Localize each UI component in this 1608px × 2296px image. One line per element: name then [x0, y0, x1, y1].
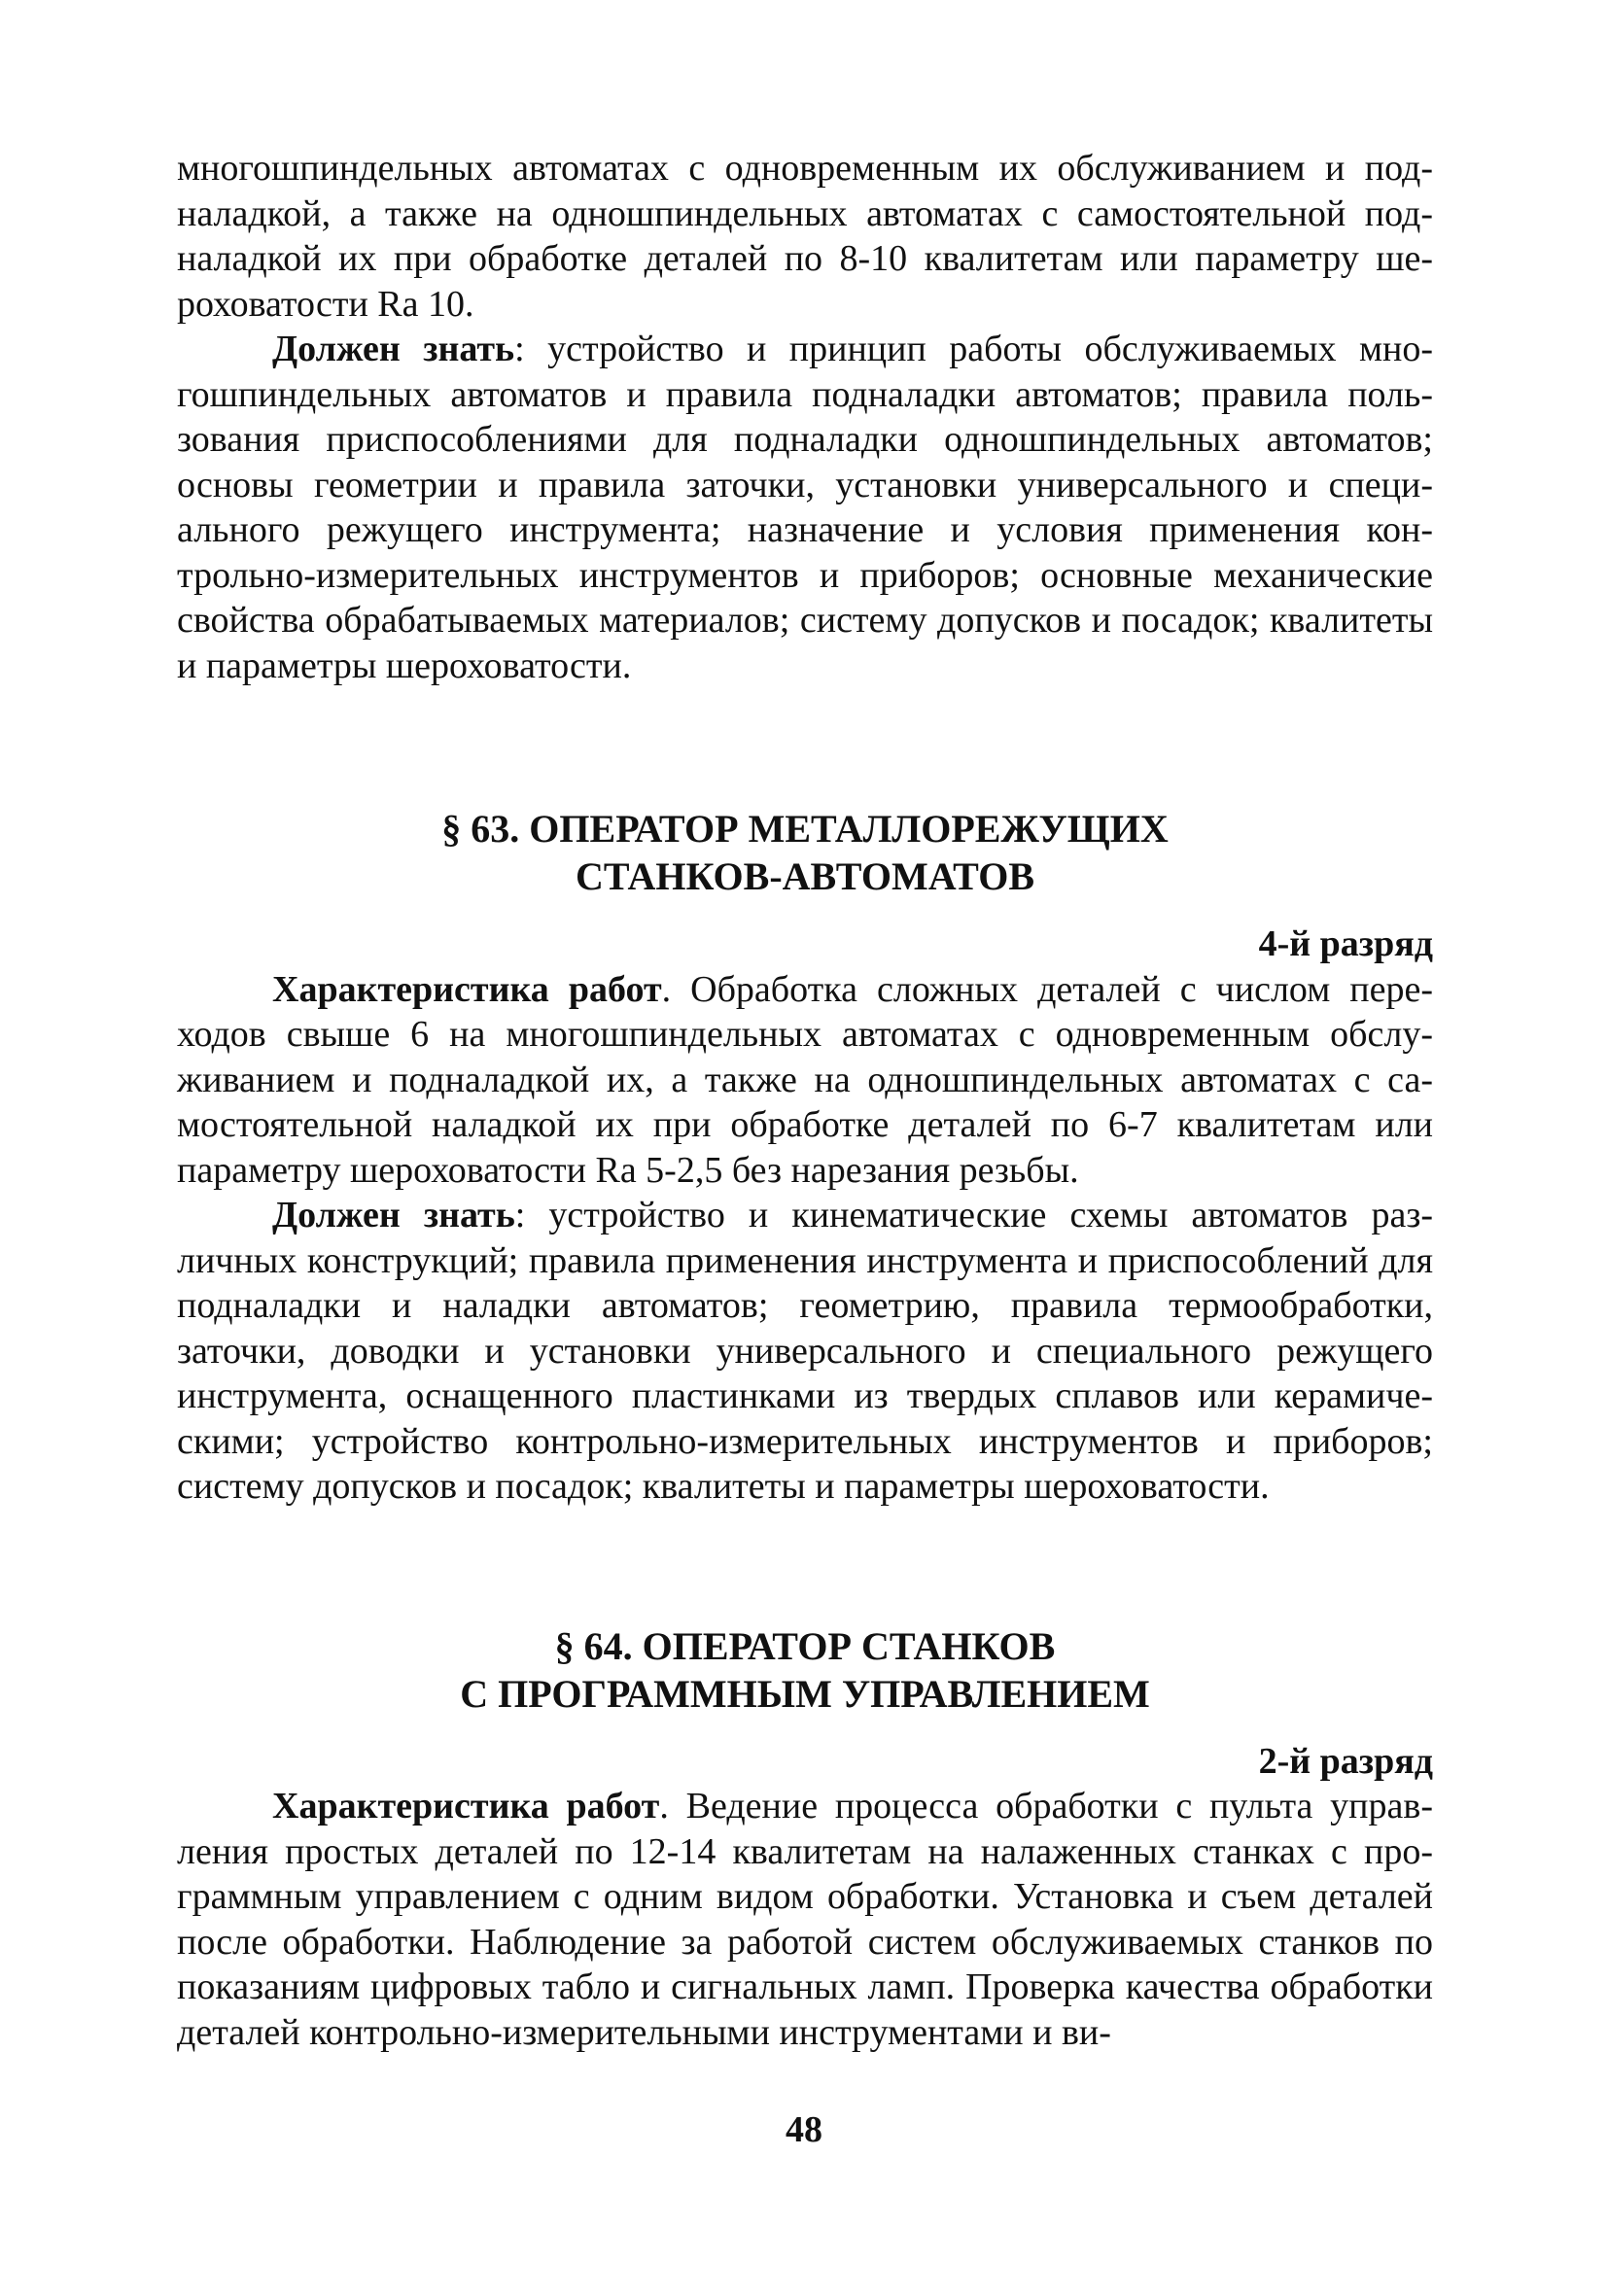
work-text: . Ведение процесса обработки с пульта управления простых деталей по 12-14 квалитетам на налаженных станках с программным управлением с одним видом обработки. Установка и съем деталей после обработки. Наблюдение за работой систем обслуживаемых станков по показаниям цифровых табло и сигнальных ламп. Проверка качества обработки деталей контрольно-измерительными инструментами и ви- — [177, 1786, 1433, 2053]
section-64-heading — [177, 1622, 1433, 1718]
work-text: . Обработка сложных деталей с числом переходов свыше 6 на многошпиндельных автоматах с одновременным обслуживанием и подналадкой их, а также на одношпиндельных автоматах с самостоятельной наладкой их при обработке деталей по 6-7 квалитетам или параметру шероховатости Ra 5-2,5 без нарезания резьбы. — [177, 968, 1434, 1191]
intro-knowledge-paragraph — [177, 327, 1433, 688]
page-number: 48 — [786, 2109, 822, 2150]
section-64-title-line-2: С ПРОГРАММНЫМ УПРАВЛЕНИЕМ — [460, 1671, 1150, 1716]
section-63-title-line-2: СТАНКОВ-АВТОМАТОВ — [575, 854, 1035, 898]
section-64-work-paragraph — [177, 1784, 1433, 2055]
section-64-grade: 2-й разряд — [1258, 1740, 1433, 1782]
section-64-title-line-1: § 64. ОПЕРАТОР СТАНКОВ — [554, 1623, 1056, 1668]
knowledge-text: : устройство и кинематические схемы автоматов различных конструкций; правила применения инструмента и приспособлений для подналадки и наладки автоматов; геометрию, правила термообработки, заточки, доводки и установки универсального и специального режущего инструмента, оснащенного пластинками из твердых сплавов или керамическими; устройство контрольно-измерительных инструментов и приборов; систему допусков и посадок; квалитеты и параметры шероховатости. — [177, 1195, 1433, 1507]
intro-continuation-paragraph: многошпиндельных автоматах с одновременным их обслуживанием и подналадкой, а также на одношпиндельных автоматах с самостоятельной подналадкой их при обработке деталей по 8-10 квалитетам или параметру шероховатости Ra 10. — [177, 148, 1433, 325]
knowledge-text: : устройство и принцип работы обслуживаемых многошпиндельных автоматов и правила подналадки автоматов; правила пользования приспособлениями для подналадки одношпиндельных автоматов; основы геометрии и правила заточки, установки универсального и специального режущего инструмента; назначение и условия применения контрольно-измерительных инструментов и приборов; основные механические свойства обрабатываемых материалов; систему допусков и посадок; квалитеты и параметры шероховатости. — [177, 329, 1433, 686]
work-label: Характеристика работ — [272, 1786, 660, 1826]
section-63-heading — [177, 805, 1433, 900]
section-63-title-line-1: § 63. ОПЕРАТОР МЕТАЛЛОРЕЖУЩИХ — [441, 807, 1169, 851]
knowledge-label: Должен знать — [272, 329, 515, 369]
knowledge-label: Должен знать — [272, 1195, 515, 1235]
section-63-knowledge-paragraph — [177, 1193, 1433, 1510]
work-label: Характеристика работ — [272, 968, 662, 1010]
section-63-grade: 4-й разряд — [1258, 923, 1433, 964]
section-63-work-paragraph — [177, 967, 1433, 1194]
document-page — [177, 146, 1433, 2055]
